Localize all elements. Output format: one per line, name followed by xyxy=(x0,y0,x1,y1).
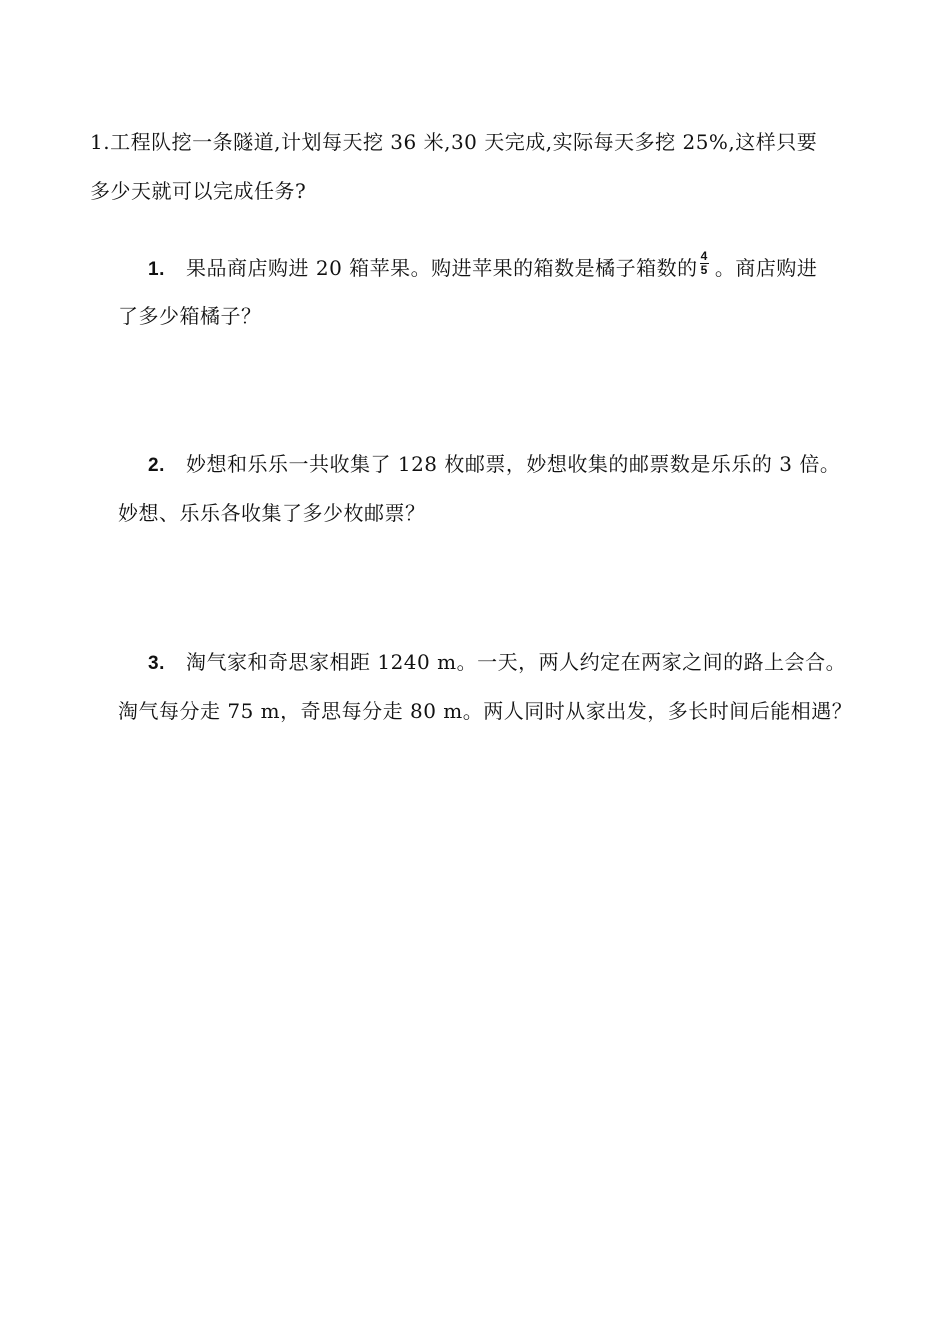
problem-2-text-line-1: 妙想和乐乐一共收集了 128 枚邮票，妙想收集的邮票数是乐乐的 3 倍。 xyxy=(186,452,841,476)
problem-2-number: 2. xyxy=(148,455,165,476)
fraction-four-fifths xyxy=(700,250,709,277)
problem-2-line-2: 妙想、乐乐各收集了多少枚邮票？ xyxy=(118,501,426,525)
problem-1-line-2: 了多少箱橘子？ xyxy=(118,304,262,328)
intro-problem-line-2: 多少天就可以完成任务? xyxy=(90,179,307,203)
problem-3-line-1 xyxy=(148,648,846,678)
problem-1-line-1 xyxy=(148,249,818,284)
problem-3-text-line-1: 淘气家和奇思家相距 1240 m。一天，两人约定在两家之间的路上会合。 xyxy=(186,650,847,674)
intro-problem-line-1: 1.工程队挖一条隧道,计划每天挖 36 米,30 天完成,实际每天多挖 25%,这样只要 xyxy=(90,130,818,154)
problem-3-line-2: 淘气每分走 75 m，奇思每分走 80 m。两人同时从家出发，多长时间后能相遇？ xyxy=(118,699,853,723)
problem-3-number: 3. xyxy=(148,653,165,674)
fraction-numerator: 4 xyxy=(700,249,708,263)
problem-2-line-1 xyxy=(148,450,840,480)
problem-1-number: 1. xyxy=(148,259,165,280)
problem-1-text-before-fraction: 果品商店购进 20 箱苹果。购进苹果的箱数是橘子箱数的 xyxy=(186,256,698,280)
fraction-denominator: 5 xyxy=(700,263,708,277)
problem-1-text-after-fraction: 。商店购进 xyxy=(714,256,818,280)
